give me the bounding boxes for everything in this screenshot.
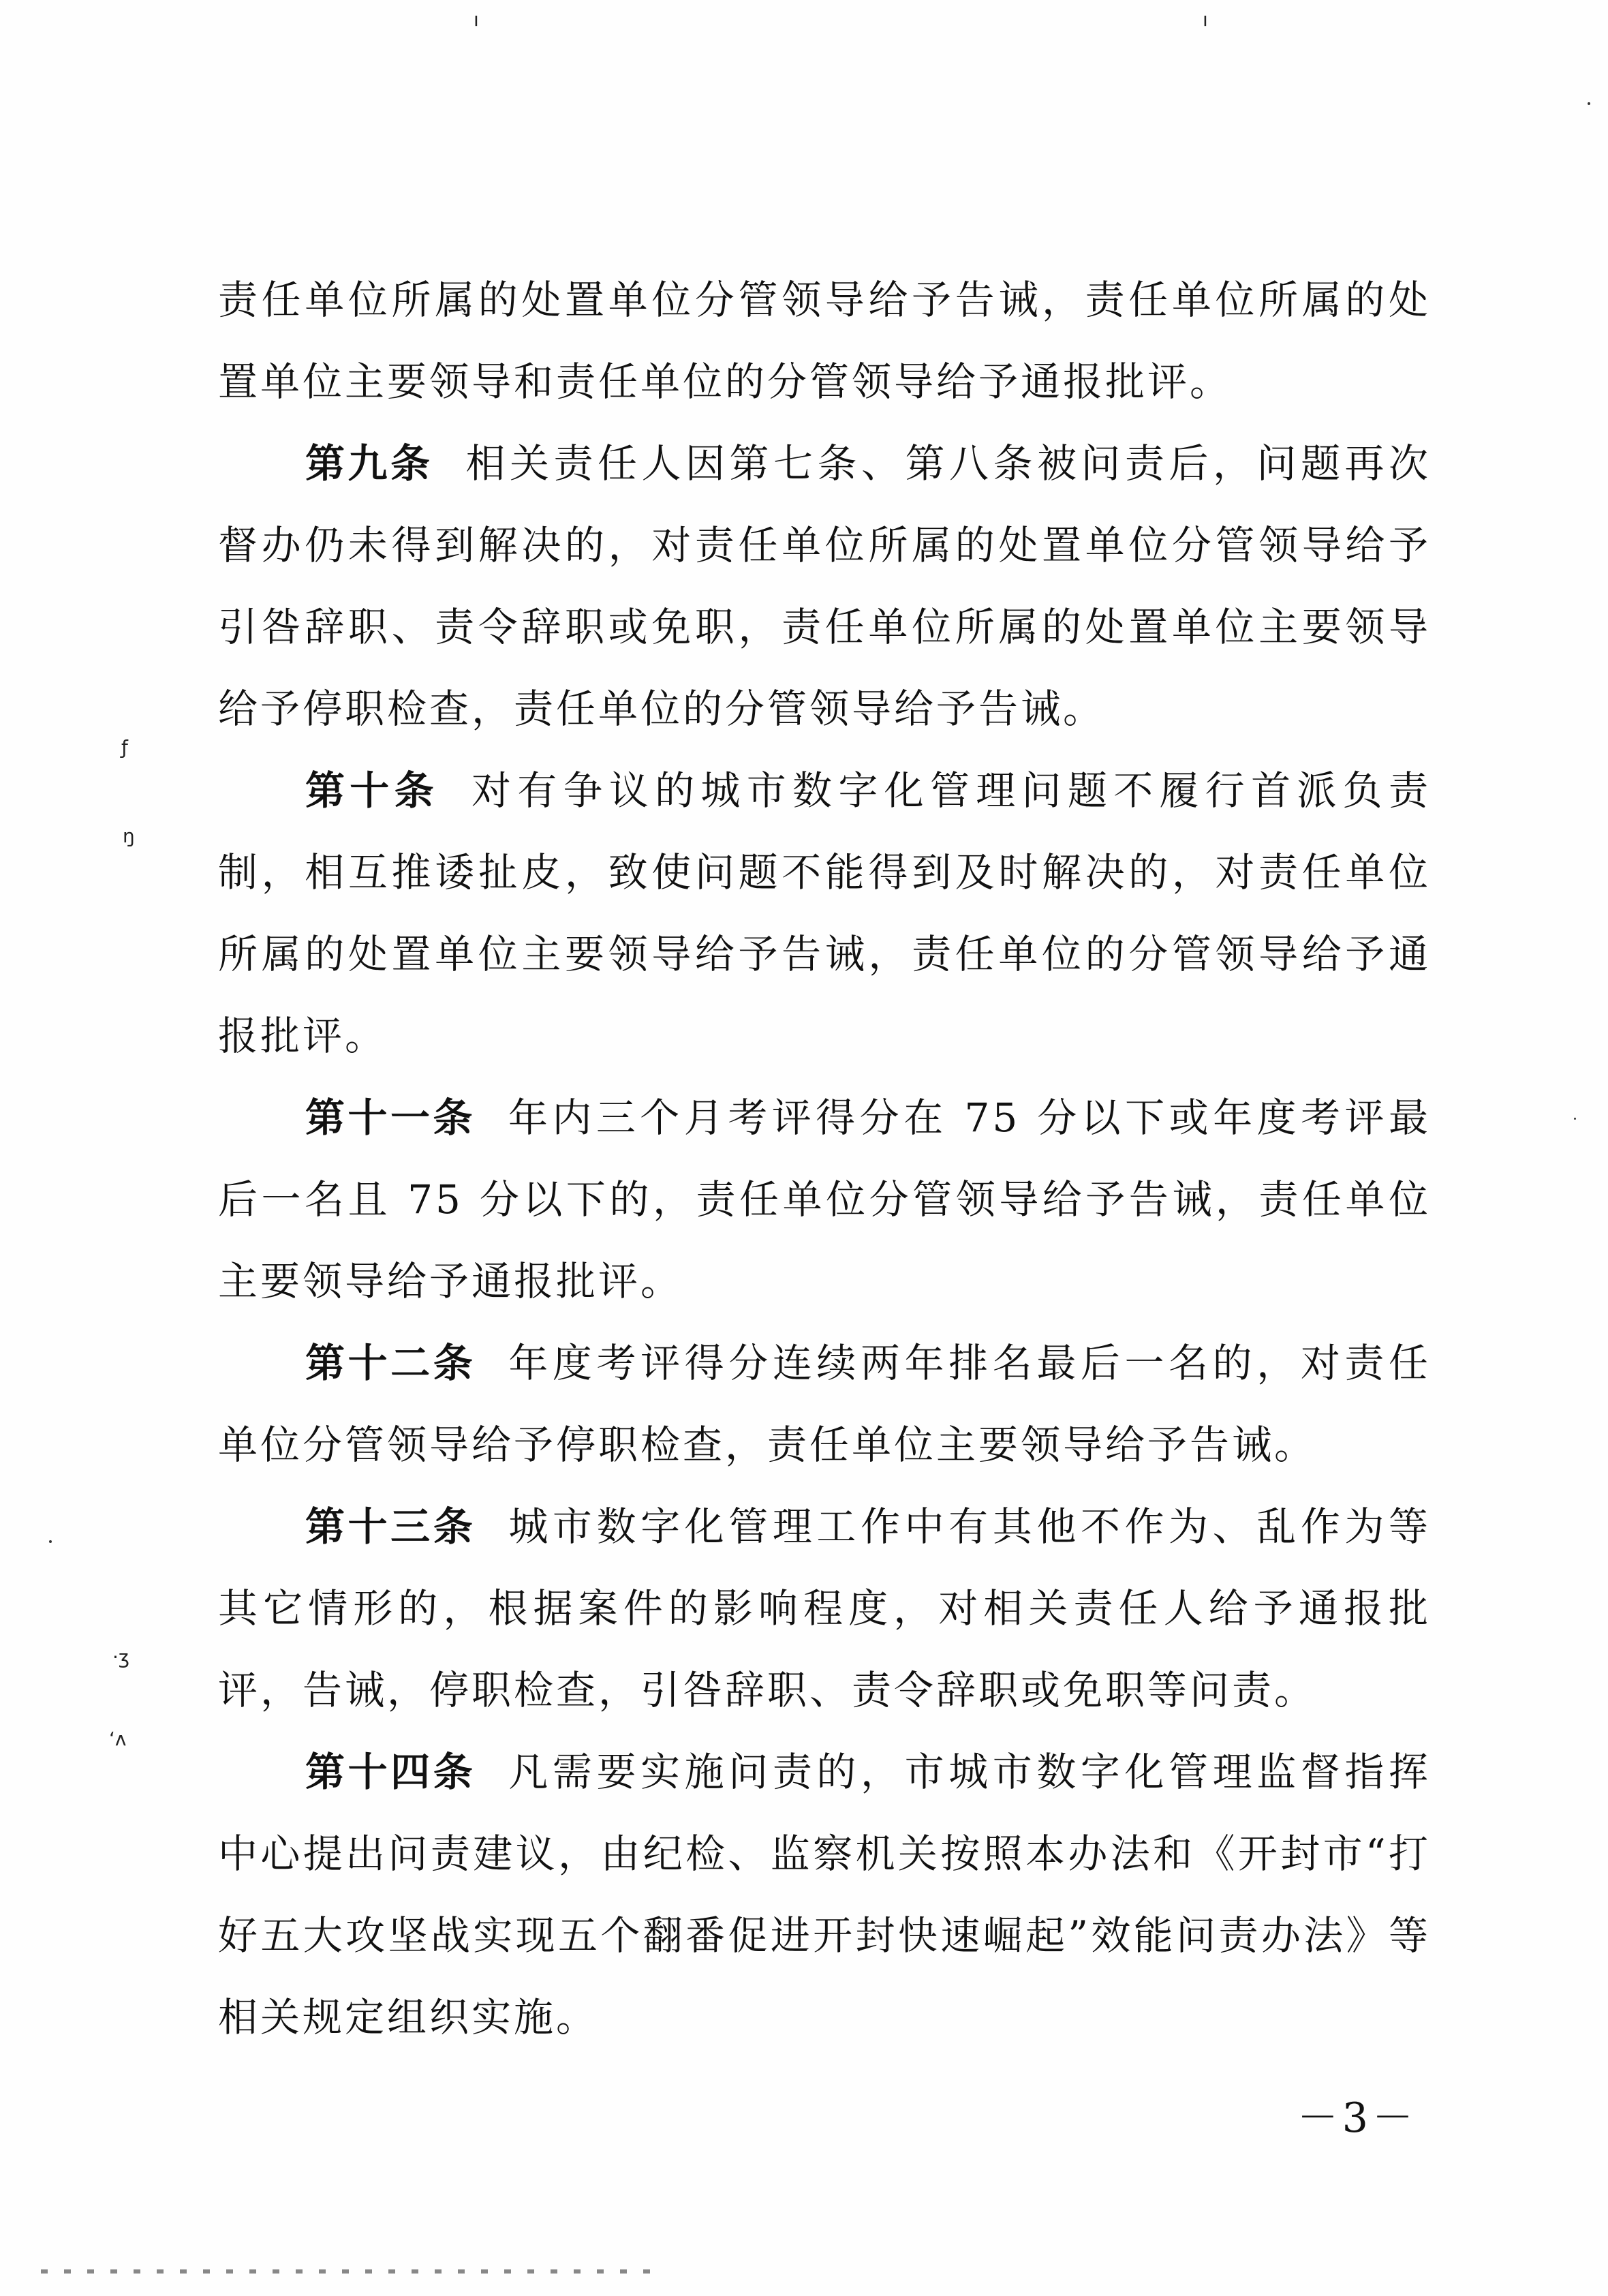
binding-mark-left-1: ƒ [121,736,128,759]
paragraph-text: 责任单位所属的处置单位分管领导给予告诫，责任单位所属的处置单位主要领导和责任单位的分管领导给予通报批评。 [218,277,1431,405]
article-number: 第十二条 [305,1340,476,1386]
article-text: 相关责任人因第七条、第八条被问责后，问题再次督办仍未得到解决的，对责任单位所属的处置单位分管领导给予引咎辞职、责令辞职或免职，责任单位所属的处置单位主要领导给予停职检查，责任单位的分管领导给予告诫。 [218,440,1431,732]
article-text: 城市数字化管理工作中有其他不作为、乱作为等其它情形的，根据案件的影响程度，对相关责任人给予通报批评，告诫，停职检查，引咎辞职、责令辞职或免职等问责。 [218,1503,1431,1713]
article-11 [218,1077,1431,1322]
article-text: 凡需要实施问责的，市城市数字化管理监督指挥中心提出问责建议，由纪检、监察机关按照本办法和《开封市“打好五大攻坚战实现五个翻番促进开封快速崛起”效能问责办法》等相关规定组织实施。 [218,1749,1431,2040]
binding-mark-left-2: ŋ [123,825,135,847]
article-text: 年度考评得分连续两年排名最后一名的，对责任单位分管领导给予停职检查，责任单位主要领导给予告诫。 [218,1340,1431,1468]
article-number: 第十四条 [305,1749,476,1795]
article-10 [218,750,1431,1077]
article-text: 年内三个月考评得分在 75 分以下或年度考评最后一名且 75 分以下的，责任单位分管领导给予告诫，责任单位主要领导给予通报批评。 [218,1095,1431,1304]
article-14 [218,1731,1431,2058]
document-body [218,259,1431,2058]
scan-edge-artifact [41,2269,654,2274]
article-9 [218,423,1431,750]
page-number: －3－ [1297,2094,1417,2142]
article-number: 第十条 [305,767,439,814]
scan-speck [1588,102,1590,105]
binding-mark-left-3: ·ʒ [112,1646,130,1668]
binding-mark-top-left: ı [474,8,479,31]
article-number: 第十三条 [305,1503,476,1550]
article-12 [218,1322,1431,1486]
article-number: 第九条 [305,440,433,487]
article-text: 对有争议的城市数字化管理问题不履行首派负责制，相互推诿扯皮，致使问题不能得到及时解决的，对责任单位所属的处置单位主要领导给予告诫，责任单位的分管领导给予通报批评。 [218,767,1431,1059]
scan-speck [49,1540,52,1543]
article-number: 第十一条 [305,1095,476,1141]
binding-mark-left-4: ʻʌ [109,1728,127,1750]
binding-mark-top-right: ı [1203,8,1208,31]
paragraph-continuation [218,259,1431,423]
article-13 [218,1486,1431,1731]
scan-speck [1574,1118,1576,1120]
